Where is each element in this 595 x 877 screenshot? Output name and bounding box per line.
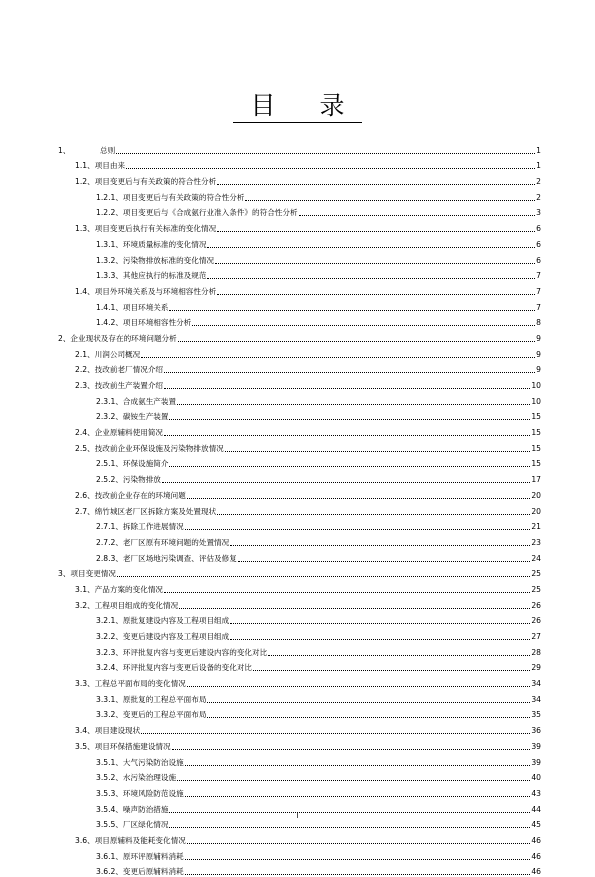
- toc-entry-page: 10: [531, 396, 541, 406]
- toc-entry-page: 28: [531, 647, 541, 657]
- toc-dot-leader: [217, 294, 535, 295]
- toc-dot-leader: [268, 655, 530, 656]
- toc-entry-label: 3.5.4、噪声防治措施: [96, 804, 169, 814]
- table-of-contents: [58, 140, 541, 877]
- toc-dot-leader: [117, 576, 530, 577]
- toc-entry[interactable]: [58, 171, 541, 187]
- toc-entry[interactable]: [58, 266, 541, 282]
- toc-entry[interactable]: [58, 626, 541, 642]
- toc-entry-label: 2.2、技改前老厂情况介绍: [75, 365, 164, 375]
- toc-dot-leader: [187, 498, 531, 499]
- toc-dot-leader: [177, 780, 530, 781]
- toc-entry-label: 1.4、项目外环境关系及与环境相容性分析: [75, 286, 217, 296]
- toc-entry-label: 2.5、技改前企业环保设施及污染物排放情况: [75, 443, 224, 453]
- toc-entry[interactable]: [58, 517, 541, 533]
- toc-dot-leader: [164, 592, 530, 593]
- toc-entry-label: 1.2、项目变更后与有关政策的符合性分析: [75, 177, 217, 187]
- toc-entry[interactable]: [58, 469, 541, 485]
- toc-entry-label: 2.7、绵竹城区老厂区拆除方案及处置现状: [75, 506, 217, 516]
- toc-entry-page: 25: [531, 569, 541, 579]
- toc-dot-leader: [185, 529, 531, 530]
- toc-entry-page: 7: [536, 271, 541, 281]
- toc-entry-label: 3.2.2、变更后建设内容及工程项目组成: [96, 632, 230, 641]
- toc-entry-label: 2.3.1、合成氨生产装置: [96, 396, 177, 406]
- toc-dot-leader: [238, 561, 531, 562]
- toc-dot-leader: [207, 247, 535, 248]
- toc-entry[interactable]: [58, 658, 541, 674]
- toc-entry-label: 1.2.2、项目变更后与《合成氨行业准入条件》的符合性分析: [96, 208, 298, 218]
- toc-entry[interactable]: [58, 281, 541, 297]
- toc-entry[interactable]: [58, 454, 541, 470]
- toc-entry[interactable]: [58, 218, 541, 234]
- toc-entry-page: 26: [531, 616, 541, 626]
- toc-entry-label: 3.4、项目建设现状: [75, 726, 141, 736]
- toc-entry-page: 9: [536, 333, 541, 343]
- toc-dot-leader: [245, 200, 535, 201]
- toc-entry-label: 3.1、产品方案的变化情况: [75, 584, 164, 594]
- toc-entry-label: 3、项目变更情况: [58, 569, 116, 579]
- toc-entry-label: 3.5.1、大气污染防治设施: [96, 757, 184, 767]
- toc-entry[interactable]: [58, 768, 541, 784]
- toc-entry[interactable]: [58, 501, 541, 517]
- toc-entry-page: 35: [531, 710, 541, 720]
- toc-entry[interactable]: [58, 360, 541, 376]
- toc-entry[interactable]: [58, 736, 541, 752]
- toc-entry-page: 24: [531, 553, 541, 563]
- toc-dot-leader: [185, 765, 531, 766]
- toc-entry-page: 15: [531, 443, 541, 453]
- toc-entry-label: 2.8.3、老厂区场地污染调查、评估及修复: [96, 553, 237, 563]
- toc-dot-leader: [141, 357, 535, 358]
- toc-dot-leader: [177, 404, 530, 405]
- toc-entry-label: 3.2.3、环评批复内容与变更后建设内容的变化对比: [96, 647, 268, 657]
- toc-entry-page: 15: [531, 428, 541, 438]
- toc-entry-label: 3.6、项目原辅料及能耗变化情况: [75, 835, 186, 845]
- toc-entry-page: 46: [531, 835, 541, 845]
- toc-entry-page: 10: [531, 381, 541, 390]
- toc-entry[interactable]: [58, 297, 541, 313]
- toc-dot-leader: [179, 608, 530, 609]
- toc-entry-label: 2.3、技改前生产装置介绍: [75, 381, 164, 390]
- toc-entry-label: 3.2.4、环评批复内容与变更后设备的变化对比: [96, 663, 253, 673]
- toc-entry-page: 45: [531, 820, 541, 830]
- toc-dot-leader: [164, 435, 530, 436]
- toc-entry-page: 20: [531, 506, 541, 516]
- toc-dot-leader: [225, 451, 531, 452]
- toc-dot-leader: [230, 639, 530, 640]
- toc-entry-page: 23: [531, 537, 541, 547]
- toc-entry[interactable]: [58, 862, 541, 877]
- toc-entry-page: 27: [531, 632, 541, 641]
- toc-entry-page: 17: [531, 475, 541, 485]
- toc-entry-number: 1、: [58, 145, 71, 155]
- toc-entry[interactable]: [58, 595, 541, 611]
- toc-entry-page: 9: [536, 365, 541, 375]
- toc-entry[interactable]: [58, 720, 541, 736]
- toc-dot-leader: [178, 341, 535, 342]
- toc-entry-label: 2.7.2、老厂区原有环境问题的处置情况: [96, 537, 230, 547]
- toc-dot-leader: [207, 717, 530, 718]
- toc-entry-page: 46: [531, 851, 541, 861]
- toc-entry-label: 3.2、工程项目组成的变化情况: [75, 600, 179, 610]
- toc-entry[interactable]: [58, 548, 541, 564]
- toc-entry-label: 1.2.1、项目变更后与有关政策的符合性分析: [96, 192, 245, 202]
- toc-entry-page: 8: [536, 318, 541, 328]
- toc-entry[interactable]: [58, 532, 541, 548]
- toc-entry[interactable]: [58, 673, 541, 689]
- toc-entry-page: 21: [531, 522, 541, 532]
- toc-dot-leader: [230, 623, 530, 624]
- toc-entry-page: 6: [536, 224, 541, 234]
- toc-dot-leader: [217, 231, 535, 232]
- toc-entry[interactable]: [58, 579, 541, 595]
- toc-entry-label: 3.5.2、水污染治理设施: [96, 773, 177, 783]
- toc-entry-label: 1.4.2、项目环境相容性分析: [96, 318, 192, 328]
- toc-entry-label: 3.3.1、原批复的工程总平面布局: [96, 694, 207, 704]
- toc-entry-label: 3.5.3、环境风险防范设施: [96, 788, 184, 798]
- toc-entry-page: 43: [531, 788, 541, 798]
- toc-dot-leader: [217, 514, 530, 515]
- toc-entry-page: 2: [536, 192, 541, 202]
- toc-dot-leader: [299, 215, 536, 216]
- toc-entry-page: 46: [531, 867, 541, 877]
- toc-dot-leader: [164, 388, 530, 389]
- toc-entry[interactable]: [58, 313, 541, 329]
- toc-entry-label: 1.4.1、项目环境关系: [96, 302, 169, 312]
- toc-entry-label: 2.4、企业原辅料使用简况: [75, 428, 164, 438]
- toc-entry-page: 6: [536, 255, 541, 265]
- toc-entry-label: 3.5.5、厂区绿化情况: [96, 820, 169, 830]
- toc-dot-leader: [185, 859, 531, 860]
- toc-entry[interactable]: [58, 234, 541, 250]
- toc-dot-leader: [230, 545, 530, 546]
- toc-entry-label: 2.1、川润公司概况: [75, 349, 141, 359]
- toc-dot-leader: [126, 168, 535, 169]
- toc-entry-label: 3.3、工程总平面布局的变化情况: [75, 679, 186, 689]
- toc-entry-page: 3: [536, 208, 541, 218]
- toc-dot-leader: [169, 466, 530, 467]
- toc-entry-page: 2: [536, 177, 541, 187]
- toc-entry-label: 3.6.2、变更后原辅料消耗: [96, 867, 184, 877]
- toc-entry-page: 15: [531, 459, 541, 469]
- toc-title-text: 目 录: [233, 92, 363, 123]
- toc-title: [0, 92, 595, 123]
- toc-entry-page: 1: [536, 161, 541, 171]
- toc-entry-label: 2.5.1、环保设施简介: [96, 459, 169, 469]
- toc-entry[interactable]: [58, 187, 541, 203]
- toc-entry-page: 29: [531, 663, 541, 673]
- toc-dot-leader: [169, 310, 535, 311]
- toc-entry[interactable]: [58, 422, 541, 438]
- toc-entry-label: 2.5.2、污染物排放: [96, 475, 161, 485]
- toc-entry-page: 15: [531, 412, 541, 422]
- toc-dot-leader: [187, 686, 531, 687]
- toc-entry-page: 9: [536, 349, 541, 359]
- toc-entry-label: 2.6、技改前企业存在的环境问题: [75, 490, 186, 500]
- toc-entry[interactable]: [58, 344, 541, 360]
- toc-entry-label: 3.2.1、原批复建设内容及工程项目组成: [96, 616, 230, 626]
- toc-entry-label: 1.3.1、环境质量标准的变化情况: [96, 239, 207, 249]
- toc-entry-page: 36: [531, 726, 541, 736]
- toc-entry-page: 39: [531, 757, 541, 767]
- toc-entry-label: 2.7.1、拆除工作进展情况: [96, 522, 184, 532]
- toc-entry-page: 34: [531, 694, 541, 704]
- toc-dot-leader: [192, 325, 535, 326]
- toc-dot-leader: [164, 372, 535, 373]
- toc-entry[interactable]: [58, 689, 541, 705]
- toc-entry[interactable]: [58, 705, 541, 721]
- toc-entry-label: 1.3、项目变更后执行有关标准的变化情况: [75, 224, 217, 234]
- toc-dot-leader: [162, 482, 530, 483]
- toc-entry-page: 25: [531, 584, 541, 594]
- toc-entry-page: 7: [536, 286, 541, 296]
- toc-entry[interactable]: [58, 203, 541, 219]
- page-number: I: [296, 812, 299, 820]
- toc-entry-label: 总则: [100, 145, 116, 155]
- toc-entry-label: 2、企业现状及存在的环境问题分析: [58, 333, 177, 343]
- toc-entry[interactable]: [58, 140, 541, 156]
- toc-entry[interactable]: [58, 611, 541, 627]
- toc-entry-page: 40: [531, 773, 541, 783]
- toc-entry[interactable]: [58, 830, 541, 846]
- toc-entry[interactable]: [58, 485, 541, 501]
- toc-dot-leader: [217, 184, 535, 185]
- toc-dot-leader: [169, 419, 530, 420]
- toc-entry[interactable]: [58, 407, 541, 423]
- toc-dot-leader: [169, 827, 530, 828]
- toc-entry[interactable]: [58, 250, 541, 266]
- toc-dot-leader: [207, 702, 530, 703]
- toc-entry[interactable]: [58, 375, 541, 391]
- toc-entry-label: 1.3.2、污染物排放标准的变化情况: [96, 255, 215, 265]
- toc-entry[interactable]: [58, 391, 541, 407]
- toc-entry-page: 34: [531, 679, 541, 689]
- toc-dot-leader: [185, 796, 531, 797]
- toc-entry-label: 3.3.2、变更后的工程总平面布局: [96, 710, 207, 720]
- toc-dot-leader: [172, 749, 531, 750]
- toc-entry[interactable]: [58, 642, 541, 658]
- toc-entry-label: 1.3.3、其他应执行的标准及规范: [96, 271, 207, 281]
- toc-entry[interactable]: [58, 752, 541, 768]
- toc-dot-leader: [116, 153, 535, 154]
- toc-entry-label: 3.6.1、原环评原辅料消耗: [96, 851, 184, 861]
- toc-dot-leader: [185, 874, 531, 875]
- toc-entry-page: 39: [531, 741, 541, 751]
- toc-dot-leader: [141, 733, 530, 734]
- toc-dot-leader: [253, 670, 530, 671]
- toc-entry-page: 6: [536, 239, 541, 249]
- toc-entry-page: 20: [531, 490, 541, 500]
- toc-entry-page: 1: [536, 145, 541, 155]
- toc-entry-label: 3.5、项目环保措施建设情况: [75, 741, 171, 751]
- toc-entry-label: 2.3.2、碳铵生产装置: [96, 412, 169, 422]
- toc-entry[interactable]: [58, 438, 541, 454]
- toc-entry-label: 1.1、项目由来: [75, 161, 126, 171]
- toc-entry-page: 44: [531, 804, 541, 814]
- toc-entry[interactable]: [58, 564, 541, 580]
- toc-entry-page: 26: [531, 600, 541, 610]
- toc-dot-leader: [207, 278, 535, 279]
- toc-entry[interactable]: [58, 846, 541, 862]
- toc-entry[interactable]: [58, 156, 541, 172]
- toc-dot-leader: [215, 263, 535, 264]
- toc-entry[interactable]: [58, 328, 541, 344]
- toc-entry-page: 7: [536, 302, 541, 312]
- toc-entry[interactable]: [58, 783, 541, 799]
- toc-dot-leader: [187, 843, 531, 844]
